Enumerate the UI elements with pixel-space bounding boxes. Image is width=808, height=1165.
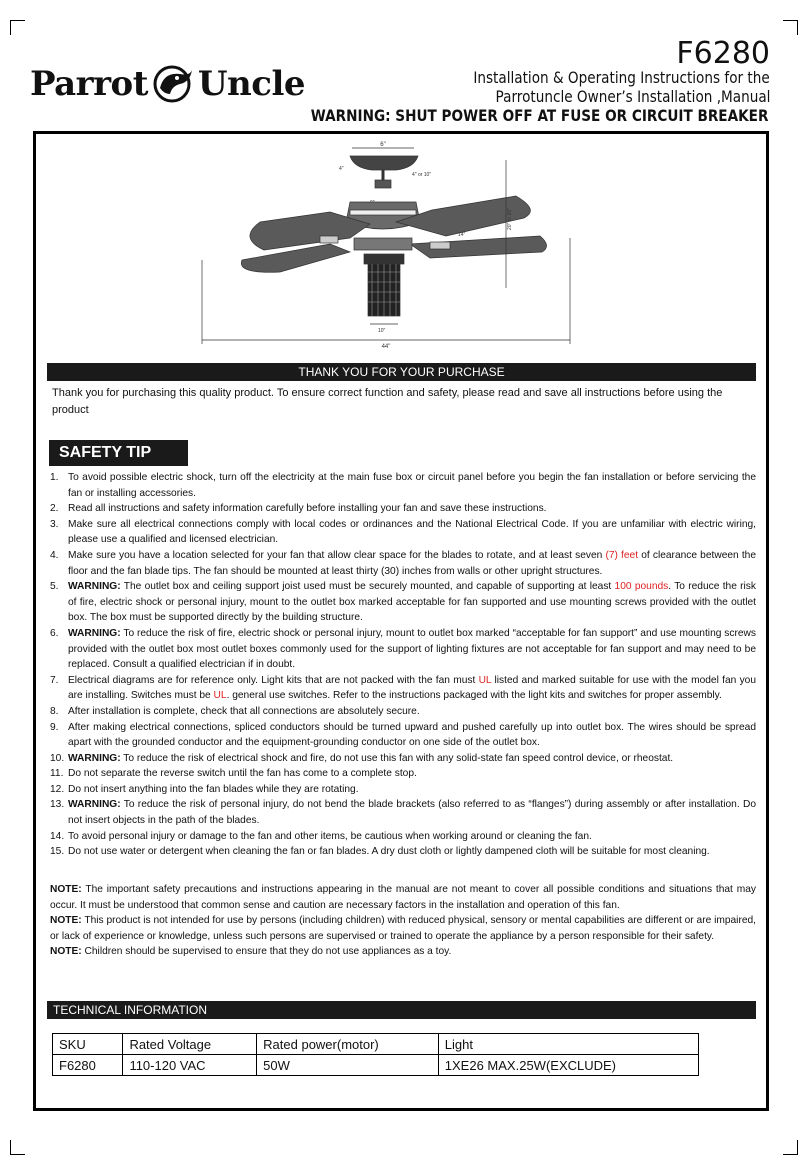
list-item: 11. Do not separate the reverse switch until the fan has come to a complete stop. — [50, 768, 417, 780]
brand-word-2: Uncle — [197, 64, 306, 104]
ceiling-fan-diagram — [200, 140, 600, 350]
note-3: NOTE: Children should be supervised to ensure that they do not use appliances as a toy. — [50, 946, 452, 958]
power-off-warning: WARNING: SHUT POWER OFF AT FUSE OR CIRCUIT BREAKER — [310, 106, 768, 125]
note-1: NOTE: The important safety precautions and instructions appearing in the manual are not meant to cover all possible conditions and situations that may occur. It must be understood that common sense and caution are necessary factors in the installation and operation of this fan. — [50, 884, 756, 911]
list-item: 12. Do not insert anything into the fan blades while they are rotating. — [50, 783, 359, 795]
dim-glass: 10" — [378, 328, 386, 334]
table-header-row — [53, 1034, 699, 1055]
list-item: 4. Make sure you have a location selected for your fan that allow clear space for the blades to rotate, and at least seven (7) feet of clearance between the floor and the fan blade tips. The fan should be mounted at least thirty (30) inches from walls or other upright structures. — [50, 549, 757, 577]
parrot-emblem-icon — [150, 64, 196, 104]
cell-sku: F6280 — [53, 1055, 123, 1076]
thank-you-text: Thank you for purchasing this quality product. To ensure correct function and safety, please read and save all instructions before using the product — [52, 387, 723, 416]
technical-info-bar: TECHNICAL INFORMATION — [47, 1001, 756, 1019]
dim-height: 20" or 26" — [507, 208, 513, 230]
crop-mark-bottom-right — [783, 1140, 798, 1155]
cell-voltage: 110-120 VAC — [123, 1055, 257, 1076]
list-item: 3. Make sure all electrical connections comply with local codes or ordinances and the National Electrical Code. If you are unfamiliar with electric wiring, please use a qualified and licensed electrician. — [50, 518, 756, 546]
list-item: 10. WARNING: To reduce the risk of electrical shock and fire, do not use this fan with any solid-state fan speed control device, or rheostat. — [50, 752, 674, 764]
dim-small: 4" — [339, 166, 344, 172]
list-item: 15. Do not use water or detergent when cleaning the fan or fan blades. A dry dust cloth or lightly dampened cloth will be suitable for most cleaning. — [50, 846, 710, 858]
dim-rod: 4" or 10" — [412, 172, 432, 178]
brand-word-1: Parrot — [30, 64, 148, 104]
table-row — [53, 1055, 699, 1076]
safety-tip-heading: SAFETY TIP — [49, 440, 188, 466]
list-item: 6. WARNING: To reduce the risk of fire, electric shock or personal injury, mount to outlet box marked “acceptable for fan support” and use mounting screws provided with the outlet box most outlet boxes commonly used for the support of lighting fixtures are not acceptable for fan support and may need to be replaced. Consult a qualified electrician if in doubt. — [50, 627, 756, 671]
crop-mark-top-right — [783, 20, 798, 35]
crop-mark-top-left — [10, 20, 25, 35]
list-item: 8. After installation is complete, check that all connections are absolutely secure. — [50, 705, 420, 717]
crop-mark-bottom-left — [10, 1140, 25, 1155]
dim-top: 6" — [380, 142, 386, 148]
note-2: NOTE: This product is not intended for use by persons (including children) with reduced physical, sensory or mental capabilities are different or are impaired, or lack of experience or knowledge, unless such persons are supervised or trained to operate the appliance by a person responsible for their safety. — [50, 915, 756, 942]
thank-you-bar: THANK YOU FOR YOUR PURCHASE — [47, 363, 756, 381]
list-item: 7. Electrical diagrams are for reference only. Light kits that are not packed with the fan must UL listed and marked suitable for use with the model fan you are installing. Switches must be UL. general use switches. Refer to the instructions packaged with the light kits and switches for proper assembly. — [50, 674, 756, 702]
cell-light: 1XE26 MAX.25W(EXCLUDE) — [438, 1055, 698, 1076]
notes-section — [50, 882, 756, 960]
list-item: 13. WARNING: To reduce the risk of personal injury, do not bend the blade brackets (also referred to as “flanges”) during assembly or after installation. Do not insert objects in the path of the blades. — [50, 799, 756, 827]
list-item: 1. To avoid possible electric shock, turn off the electricity at the main fuse box or circuit panel before you begin the fan installation or before servicing the fan or installing accessories. — [50, 472, 756, 499]
list-item: 2. Read all instructions and safety information carefully before installing your fan and save these instructions. — [50, 503, 547, 515]
header-sku: SKU — [53, 1034, 123, 1055]
brand-logo — [30, 62, 305, 106]
header-voltage: Rated Voltage — [123, 1034, 257, 1055]
cell-power: 50W — [257, 1055, 439, 1076]
subtitle-line-2: Parrotuncle Owner’s Installation ,Manual — [495, 87, 770, 106]
list-item: 9. After making electrical connections, spliced conductors should be turned upward and pushed carefully up into outlet box. The wires should be spread apart with the grounded conductor and the equipment-grounding conductor on one side of the outlet box. — [50, 721, 756, 749]
subtitle-line-1: Installation & Operating Instructions for the — [473, 68, 770, 87]
dim-light: 14" — [458, 232, 466, 238]
dim-span: 44" — [381, 344, 391, 350]
list-item: 14. To avoid personal injury or damage to the fan and other items, be cautious when working around or cleaning the fan. — [50, 830, 592, 842]
safety-list — [50, 470, 756, 860]
header-light: Light — [438, 1034, 698, 1055]
model-number: F6280 — [676, 36, 770, 71]
list-item: 5. WARNING: The outlet box and ceiling support joist used must be securely mounted, and capable of supporting at least 100 pounds. To reduce the risk of fire, electric shock or personal injury, mount to the outlet box marked acceptable for fan supported and use mounting screws provided with the outlet box. The box must be supported directly by the building structure. — [50, 581, 756, 624]
header-power: Rated power(motor) — [257, 1034, 439, 1055]
technical-table — [52, 1033, 699, 1076]
